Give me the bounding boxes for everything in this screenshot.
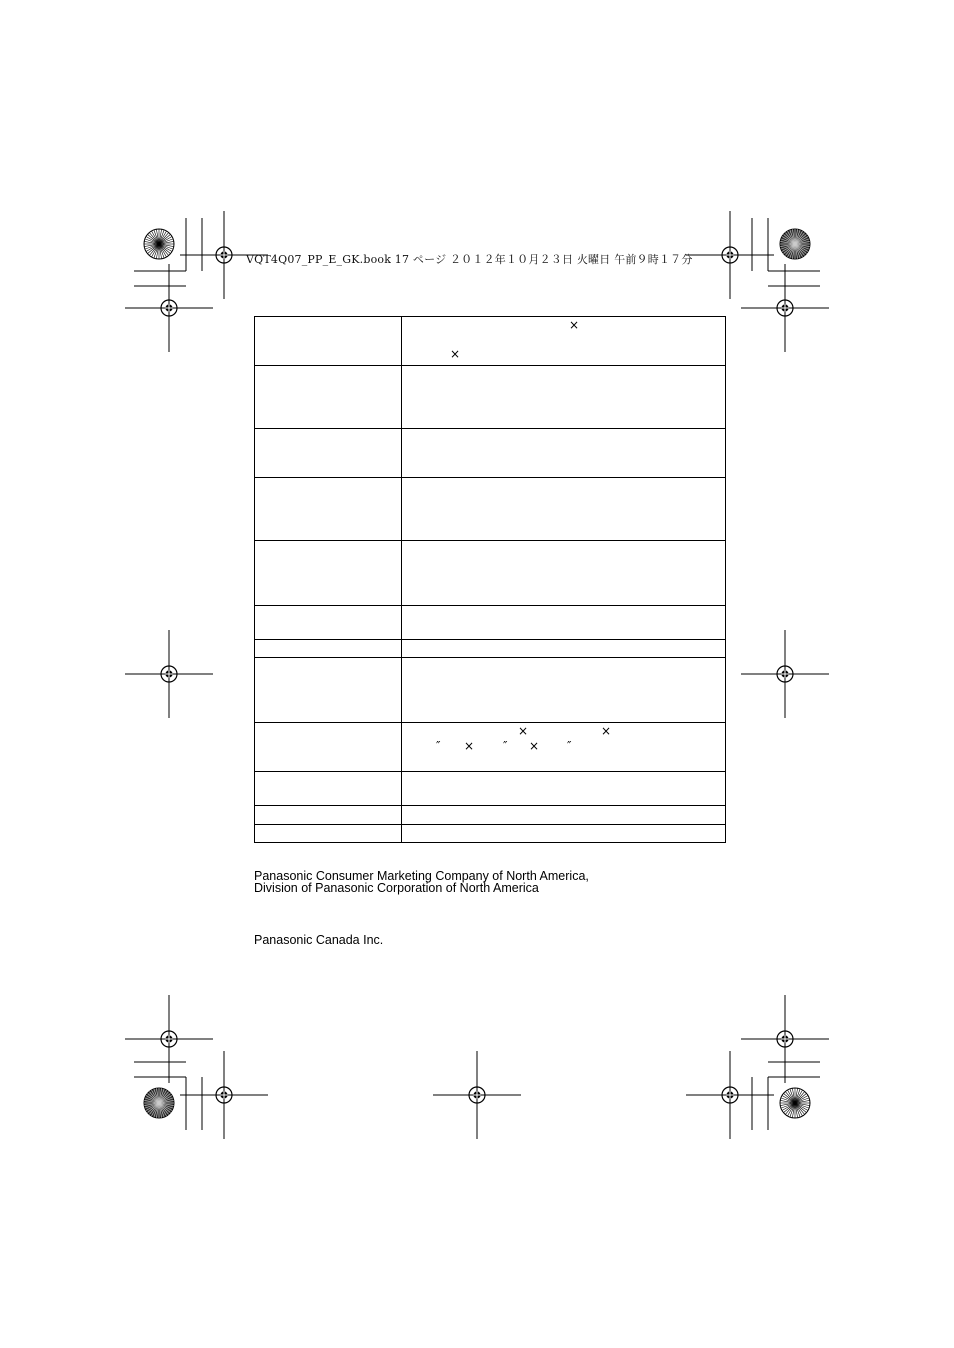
multiply-sign: × (450, 347, 461, 361)
inch-sign: ″ (503, 739, 508, 753)
registration-crosshair (686, 211, 774, 299)
multiply-sign: × (569, 318, 580, 332)
table-row (255, 723, 726, 772)
registration-crosshair (180, 1051, 268, 1139)
print-header-file-info: VQT4Q07_PP_E_GK.book 17 ページ ２０１２年１０月２３日 火曜日 午前９時１７分 (246, 253, 693, 266)
canada-company: Panasonic Canada Inc. (254, 933, 384, 947)
registration-starburst (780, 229, 810, 259)
registration-crosshair (125, 630, 213, 718)
inch-sign: ″ (567, 739, 572, 753)
registration-starburst (144, 229, 174, 259)
registration-starburst (780, 1088, 810, 1118)
table-row (255, 640, 726, 658)
registration-crosshair (741, 995, 829, 1083)
table-row (255, 541, 726, 606)
table-row (255, 429, 726, 478)
specifications-table (254, 316, 726, 843)
registration-starburst (144, 1088, 174, 1118)
registration-crosshair (686, 1051, 774, 1139)
multiply-sign: × (518, 724, 529, 738)
table-row (255, 317, 726, 366)
table-row (255, 606, 726, 640)
multiply-sign: × (464, 739, 475, 753)
registration-crosshair (125, 995, 213, 1083)
table-row (255, 806, 726, 825)
table-row (255, 366, 726, 429)
table-row (255, 772, 726, 806)
multiply-sign: × (601, 724, 612, 738)
table-row (255, 658, 726, 723)
registration-crosshair (741, 630, 829, 718)
registration-crosshair (433, 1051, 521, 1139)
multiply-sign: × (529, 739, 540, 753)
table-row (255, 478, 726, 541)
registration-crosshair (741, 264, 829, 352)
table-row (255, 825, 726, 843)
usa-company-line2: Division of Panasonic Corporation of North America (254, 881, 539, 895)
inch-sign: ″ (436, 739, 441, 753)
registration-crosshair (125, 264, 213, 352)
usa-company-line1: Panasonic Consumer Marketing Company of North America, (254, 869, 589, 883)
